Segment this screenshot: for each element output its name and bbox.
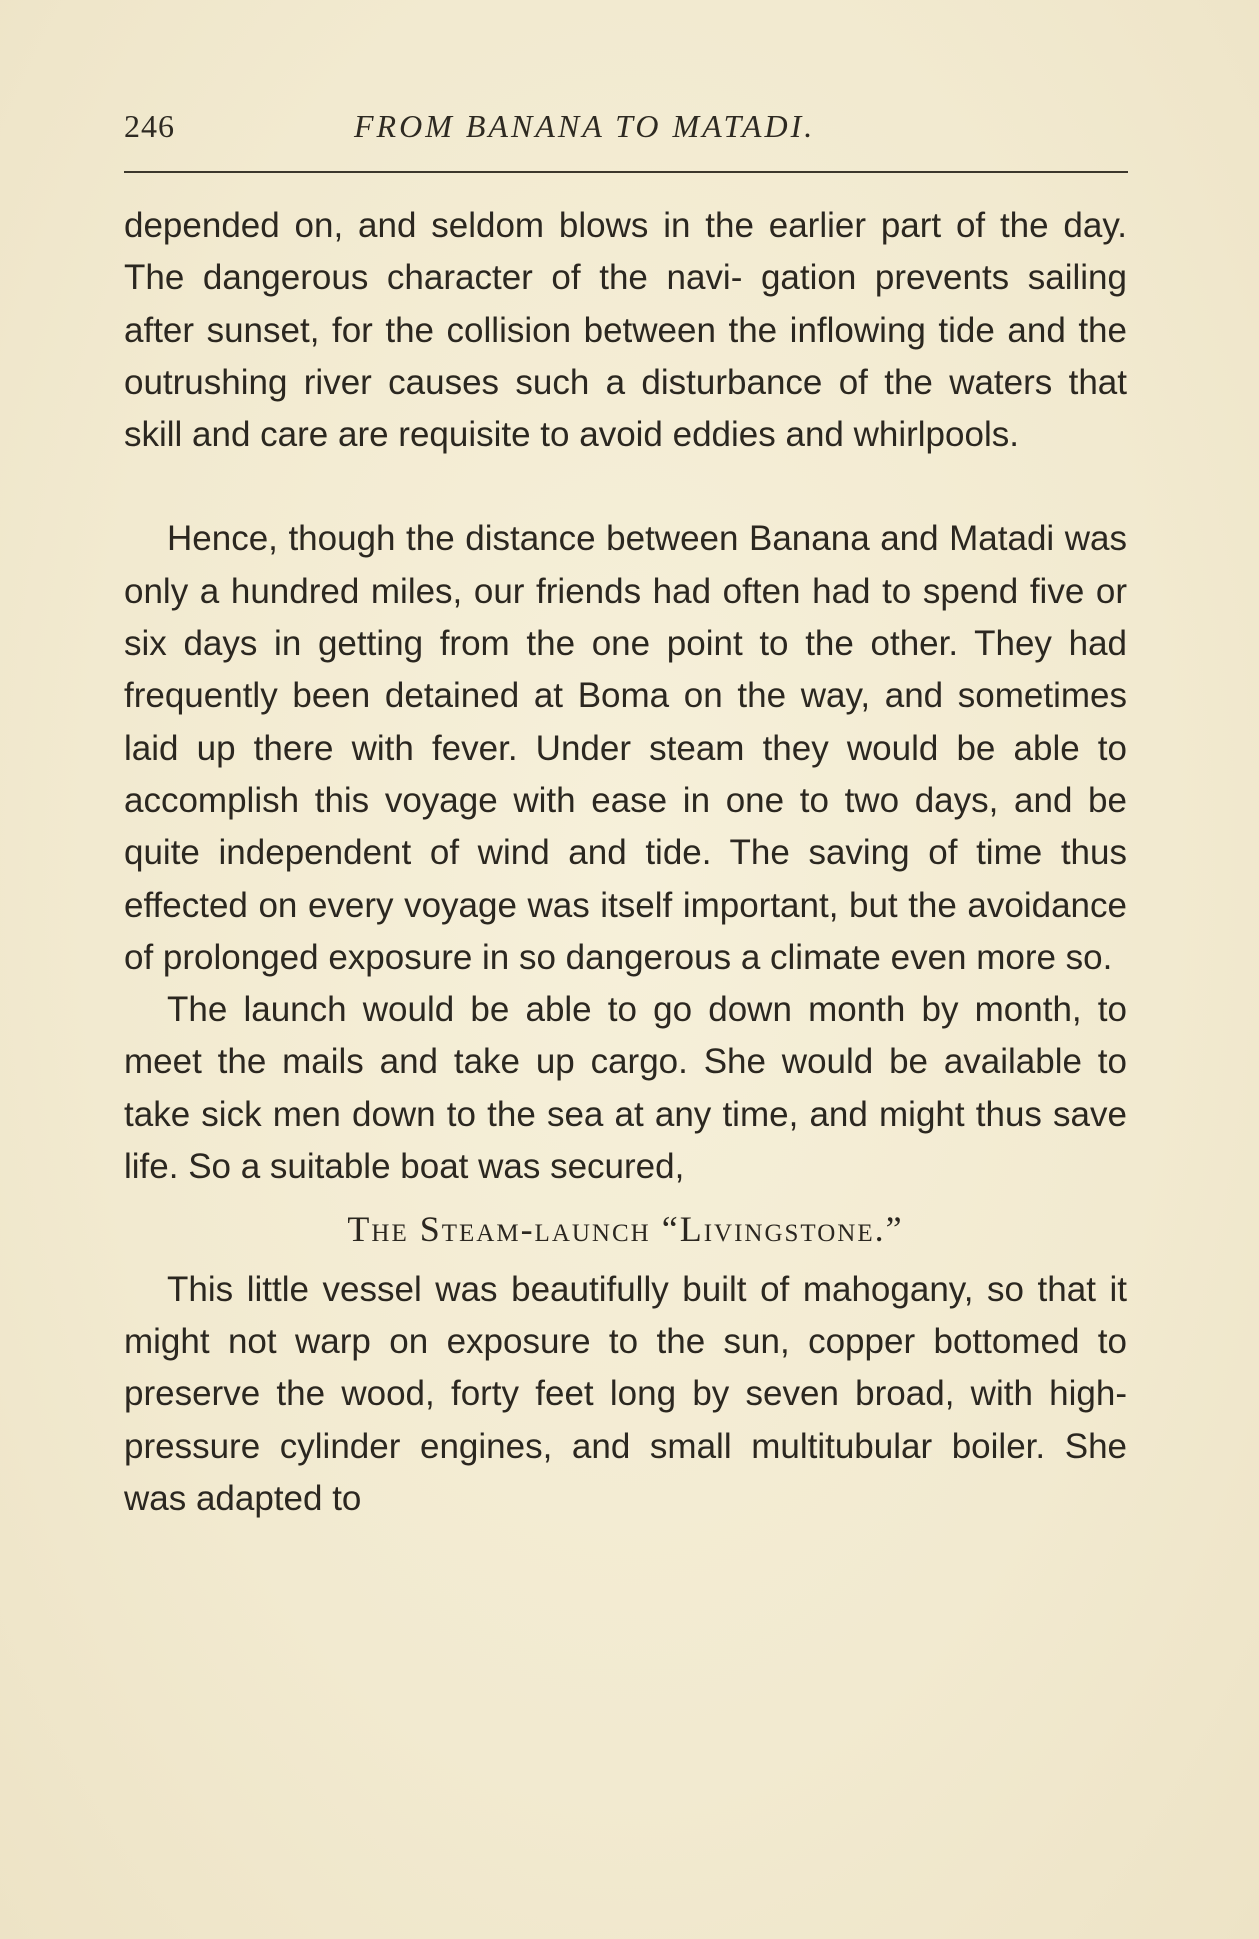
- body-text: [124, 200, 1127, 1525]
- header-rule: [124, 171, 1128, 173]
- paragraph-2: Hence, though the distance between Banana and Matadi was only a hundred miles, our friends had often had to spend five or six days in getting from the one point to the other. They had frequently been detained at Boma on the way, and sometimes laid up there with fever. Under steam they would be able to accomplish this voyage with ease in one to two days, and be quite independent of wind and tide. The saving of time thus effected on every voyage was itself important, but the avoidance of prolonged exposure in so dangerous a climate even more so.: [124, 519, 1127, 977]
- paragraph-4: This little vessel was beautifully built of mahogany, so that it might not warp on exposure to the sun, copper bottomed to preserve the wood, forty feet long by seven broad, with high-pressure cylinder engines, and small multitubular boiler. She was adapted to: [124, 1269, 1127, 1518]
- paragraph-gap: [124, 461, 1127, 513]
- section-subheading: The Steam-launch “Livingstone.”: [347, 1209, 904, 1250]
- page-header: [124, 108, 1134, 148]
- paragraph-3: The launch would be able to go down month by month, to meet the mails and take up cargo. She would be available to take sick men down to the sea at any time, and might thus save life. So a suitable boat was secured,: [124, 990, 1127, 1187]
- page-number: 246: [124, 108, 175, 144]
- paragraph-1: depended on, and seldom blows in the earlier part of the day. The dangerous character of the navi- gation prevents sailing after sunset, for the collision between the inflowing tide and the outrushing river causes such a disturbance of the waters that skill and care are requisite to avoid eddies and whirlpools.: [124, 206, 1127, 455]
- running-title: FROM BANANA TO MATADI.: [354, 108, 816, 144]
